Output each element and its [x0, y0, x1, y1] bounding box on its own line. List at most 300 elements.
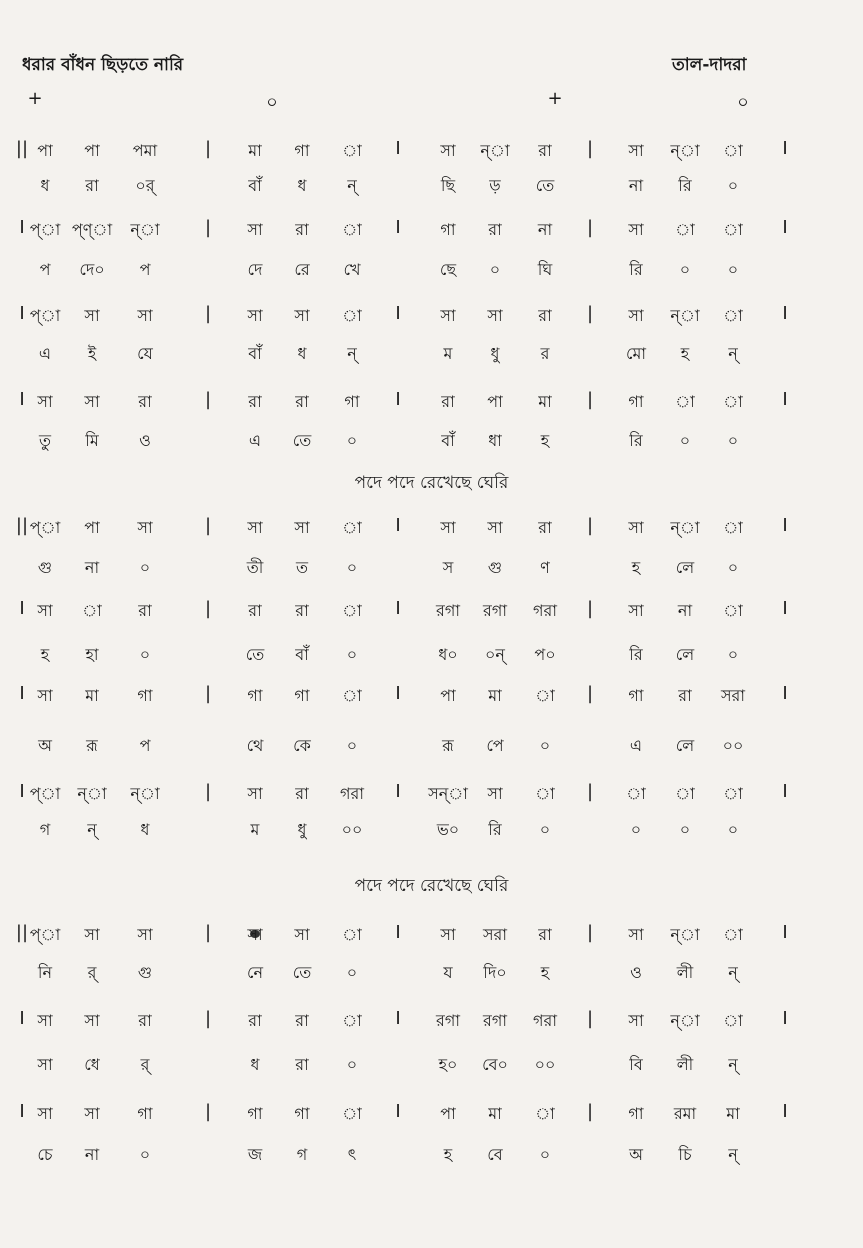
lyric-syllable: রি — [629, 645, 643, 664]
note-cell: পা — [440, 1104, 456, 1123]
note-cell: া — [626, 784, 646, 803]
lyric-syllable: থে — [246, 736, 264, 755]
bar-line: I — [395, 922, 401, 943]
lyric-syllable: লী — [676, 1055, 694, 1074]
lyric-syllable: য — [443, 963, 453, 982]
lyric-syllable: ধু — [490, 344, 500, 363]
lyric-syllable: লে — [675, 558, 695, 577]
note-cell: মা — [538, 392, 552, 411]
lyric-row — [0, 555, 863, 585]
lyric-syllable: র্ — [87, 963, 97, 982]
beat-mark: ০ — [266, 92, 278, 113]
lyric-syllable: ধু — [297, 820, 307, 839]
beat-mark: ০ — [737, 92, 749, 113]
lyric-syllable: পে — [486, 736, 504, 755]
notation-row — [0, 217, 863, 247]
lyric-syllable: হ — [40, 645, 50, 664]
lyric-syllable: হ — [540, 431, 550, 450]
lyric-syllable: প — [139, 736, 151, 755]
note-cell: গা — [294, 141, 310, 160]
lyric-syllable: কে — [293, 736, 311, 755]
bar-line: I — [782, 598, 788, 619]
lyric-syllable: ধ০ — [438, 645, 458, 664]
note-cell: পমা — [132, 141, 158, 160]
lyric-syllable: ০ — [679, 260, 691, 279]
note-cell: রা — [138, 601, 152, 620]
lyric-syllable: দে — [247, 260, 263, 279]
bar-line: I — [395, 303, 401, 324]
lyric-syllable: ০ — [679, 431, 691, 450]
note-cell: রা — [138, 1011, 152, 1030]
lyric-syllable: ধ — [40, 176, 50, 195]
lyric-syllable: ০ — [679, 820, 691, 839]
lyric-syllable: ধা — [488, 431, 502, 450]
bar-line: | — [586, 217, 594, 238]
note-cell: প্া — [29, 306, 61, 325]
note-cell: া — [723, 306, 743, 325]
lyric-syllable: ০ — [139, 645, 151, 664]
lyric-syllable: ০০ — [341, 820, 363, 839]
lyric-row — [0, 173, 863, 203]
lyric-syllable: চে — [37, 1145, 53, 1164]
note-cell: প্া — [29, 925, 61, 944]
lyric-syllable: ত — [295, 558, 309, 577]
note-cell: সা — [487, 306, 503, 325]
lyric-syllable: ০ — [727, 260, 739, 279]
lyric-syllable: ০ — [727, 645, 739, 664]
note-cell: গা — [294, 686, 310, 705]
note-cell: া — [342, 518, 362, 537]
note-cell: া — [675, 784, 695, 803]
bar-line: I — [19, 303, 25, 324]
lyric-syllable: তে — [535, 176, 555, 195]
note-cell: া — [675, 392, 695, 411]
lyric-syllable: ০ — [727, 820, 739, 839]
note-cell: গা — [137, 1104, 153, 1123]
notation-row — [0, 1101, 863, 1131]
lyric-syllable: ড় — [489, 176, 501, 195]
lyric-syllable: ০র্ — [135, 176, 155, 195]
note-cell: সা — [440, 306, 456, 325]
lyric-syllable: সা — [37, 1055, 53, 1074]
note-cell: সা — [84, 306, 100, 325]
lyric-syllable: ছে — [439, 260, 457, 279]
bar-line: I — [395, 217, 401, 238]
bar-line: I — [782, 781, 788, 802]
note-cell: ন্া — [670, 925, 700, 944]
lyric-syllable: প — [39, 260, 51, 279]
note-cell: গা — [137, 686, 153, 705]
note-cell: া — [342, 220, 362, 239]
note-cell: সা — [247, 784, 263, 803]
lyric-syllable: না — [628, 176, 644, 195]
bar-line: I — [19, 781, 25, 802]
lyric-syllable: মি — [85, 431, 99, 450]
note-cell: সা — [247, 220, 263, 239]
lyric-syllable: রূ — [86, 736, 98, 755]
note-cell: গা — [440, 220, 456, 239]
note-cell: রা — [441, 392, 455, 411]
note-cell: া — [535, 1104, 555, 1123]
lyric-syllable: ধ — [140, 820, 150, 839]
bar-line: I — [19, 1101, 25, 1122]
lyric-syllable: দে০ — [79, 260, 105, 279]
lyric-syllable: ণ — [540, 558, 550, 577]
lyric-row — [0, 1052, 863, 1082]
lyric-syllable: গ — [39, 820, 51, 839]
note-cell: সা — [628, 1011, 644, 1030]
lyric-syllable: লী — [676, 963, 694, 982]
lyric-syllable: ন্ — [347, 344, 357, 363]
lyric-syllable: স — [442, 558, 454, 577]
bar-line: | — [586, 683, 594, 704]
lyric-syllable: রূ — [442, 736, 454, 755]
note-cell: সা — [487, 784, 503, 803]
note-cell: া — [723, 925, 743, 944]
note-cell: পা — [487, 392, 503, 411]
note-cell: সা — [37, 1011, 53, 1030]
bar-line: | — [204, 515, 212, 536]
note-cell: া — [723, 784, 743, 803]
note-cell: সা — [628, 141, 644, 160]
taal-label: তাল-দাদরা — [672, 55, 747, 75]
bar-line: | — [586, 1101, 594, 1122]
bar-line: | — [586, 781, 594, 802]
lyric-syllable: ০ — [346, 1055, 358, 1074]
note-cell: গা — [247, 686, 263, 705]
bar-line: I — [395, 598, 401, 619]
note-cell: সা — [137, 518, 153, 537]
lyric-syllable: র্ — [140, 1055, 150, 1074]
note-cell: সা — [84, 392, 100, 411]
lyric-syllable: ০ — [630, 820, 642, 839]
note-cell: সা — [294, 925, 310, 944]
note-cell: রা — [138, 392, 152, 411]
bar-line: | — [204, 1101, 212, 1122]
note-cell: া — [675, 220, 695, 239]
note-cell: সা — [37, 1104, 53, 1123]
lyric-row — [0, 341, 863, 371]
bar-line: I — [19, 1008, 25, 1029]
lyric-syllable: বে — [487, 1145, 503, 1164]
bar-line: | — [204, 389, 212, 410]
note-cell: রমা — [673, 1104, 697, 1123]
note-cell: পা — [37, 141, 53, 160]
bar-line: | — [586, 515, 594, 536]
note-cell: সা — [84, 1011, 100, 1030]
notation-row — [0, 303, 863, 333]
note-cell: সা — [37, 686, 53, 705]
note-cell: ন্া — [480, 141, 510, 160]
beat-mark: + — [547, 88, 563, 109]
note-cell: া — [535, 784, 555, 803]
note-cell: া — [342, 925, 362, 944]
lyric-syllable: ছি — [440, 176, 456, 195]
note-cell: া — [342, 686, 362, 705]
note-cell: ন্া — [670, 141, 700, 160]
bar-line: | — [586, 303, 594, 324]
note-cell: রা — [295, 601, 309, 620]
note-cell: রগা — [436, 601, 460, 620]
bar-line: | — [586, 138, 594, 159]
note-cell: সা — [440, 518, 456, 537]
note-cell: গা — [628, 1104, 644, 1123]
note-cell: মা — [488, 1104, 502, 1123]
note-cell: সা — [294, 306, 310, 325]
lyric-syllable: মো — [625, 344, 647, 363]
lyric-syllable: ০ — [346, 963, 358, 982]
lyric-syllable: এ — [629, 736, 643, 755]
lyric-syllable: এ — [38, 344, 52, 363]
lyric-syllable: ন্ — [728, 344, 738, 363]
lyric-syllable: ০০ — [722, 736, 744, 755]
lyric-row — [0, 817, 863, 847]
lyric-syllable: ০ন্ — [485, 645, 505, 664]
note-cell: া — [535, 686, 555, 705]
bar-line: I — [19, 683, 25, 704]
note-cell: া — [342, 1104, 362, 1123]
lyric-syllable: ন্ — [728, 1145, 738, 1164]
lyric-syllable: প — [139, 260, 151, 279]
note-cell: ন্া — [670, 518, 700, 537]
lyric-syllable: রি — [488, 820, 502, 839]
notation-row — [0, 515, 863, 545]
lyric-syllable: গু — [487, 558, 503, 577]
note-cell: রা — [295, 784, 309, 803]
note-cell: রা — [678, 686, 692, 705]
lyric-syllable: বাঁ — [295, 645, 309, 664]
lyric-syllable: তু — [38, 431, 52, 450]
lyric-syllable: চি — [678, 1145, 692, 1164]
note-cell: রা — [295, 1011, 309, 1030]
lyric-syllable: ও — [139, 431, 151, 450]
note-cell: সরা — [720, 686, 746, 705]
lyric-syllable: ০ — [139, 1145, 151, 1164]
bar-line: | — [204, 303, 212, 324]
lyric-syllable: ন্ — [347, 176, 357, 195]
note-cell: রগা — [436, 1011, 460, 1030]
lyric-syllable: ধ — [297, 344, 307, 363]
bar-line: | — [586, 598, 594, 619]
bar-line: I — [395, 683, 401, 704]
note-cell: সা — [37, 392, 53, 411]
lyric-syllable: রা — [85, 176, 99, 195]
lyric-syllable: ০ — [489, 260, 501, 279]
bar-line: | — [204, 138, 212, 159]
bar-line: I — [395, 515, 401, 536]
lyric-syllable: ম — [250, 820, 260, 839]
note-cell: রা — [295, 392, 309, 411]
bar-line: | — [586, 1008, 594, 1029]
notation-row — [0, 1008, 863, 1038]
bar-line: I — [395, 1008, 401, 1029]
lyric-syllable: ন্ — [87, 820, 97, 839]
note-cell: রা — [248, 1011, 262, 1030]
lyric-syllable: ই — [87, 344, 97, 363]
note-cell: ন্া — [130, 220, 160, 239]
lyric-syllable: লে — [675, 736, 695, 755]
lyric-syllable: ন্ — [728, 963, 738, 982]
note-cell: রা — [248, 392, 262, 411]
note-cell: সা — [628, 220, 644, 239]
note-cell: া — [342, 306, 362, 325]
lyric-syllable: রা — [295, 1055, 309, 1074]
note-cell: প্ণ্া — [71, 220, 113, 239]
notation-row — [0, 138, 863, 168]
lyric-syllable: গু — [137, 963, 153, 982]
note-cell: া — [723, 518, 743, 537]
note-cell: সা — [137, 925, 153, 944]
note-cell: সা — [84, 1104, 100, 1123]
bar-line: I — [19, 598, 25, 619]
bar-line: I — [782, 389, 788, 410]
bar-line: I — [395, 138, 401, 159]
lyric-syllable: এ — [248, 431, 262, 450]
lyric-row — [0, 733, 863, 763]
note-cell: া — [342, 1011, 362, 1030]
bar-line: I — [395, 1101, 401, 1122]
note-cell: সা — [487, 518, 503, 537]
bar-line: I — [395, 389, 401, 410]
lyric-syllable: ০ — [346, 645, 358, 664]
lyric-syllable: ধে — [84, 1055, 100, 1074]
lyric-syllable: গু — [37, 558, 53, 577]
note-cell: সা — [440, 141, 456, 160]
note-cell: া — [723, 220, 743, 239]
note-cell: মা — [726, 1104, 740, 1123]
lyric-syllable: ন্ — [728, 1055, 738, 1074]
lyric-syllable: ০ — [727, 176, 739, 195]
bar-line: | — [204, 217, 212, 238]
lyric-syllable: দি০ — [483, 963, 507, 982]
note-cell: গা — [628, 686, 644, 705]
bar-line: I — [782, 217, 788, 238]
lyric-syllable: ধ — [250, 1055, 260, 1074]
note-cell: না — [537, 220, 553, 239]
note-cell: মা — [85, 686, 99, 705]
lyric-syllable: হ — [540, 963, 550, 982]
note-cell: সা — [247, 518, 263, 537]
lyric-syllable: ০ — [346, 431, 358, 450]
bar-line: I — [782, 515, 788, 536]
lyric-syllable: যে — [137, 344, 153, 363]
note-cell: না — [677, 601, 693, 620]
lyric-syllable: তে — [292, 431, 312, 450]
bar-line: I — [782, 138, 788, 159]
lyric-syllable: ঘি — [537, 260, 553, 279]
note-cell: ন্া — [670, 1011, 700, 1030]
note-cell: গা — [294, 1104, 310, 1123]
lyric-row — [0, 257, 863, 287]
lyric-syllable: তে — [292, 963, 312, 982]
note-cell: সা — [294, 518, 310, 537]
lyric-syllable: হ — [631, 558, 641, 577]
bar-line: || — [15, 922, 29, 943]
note-cell: রা — [538, 141, 552, 160]
bar-line: I — [19, 217, 25, 238]
note-cell: রা — [538, 925, 552, 944]
lyric-syllable: ধ — [297, 176, 307, 195]
note-cell: রা — [488, 220, 502, 239]
lyric-syllable: প০ — [534, 645, 556, 664]
refrain-line: পদে পদে রেখেছে ঘেরি — [354, 876, 509, 896]
bar-line: I — [782, 1008, 788, 1029]
lyric-syllable: নি — [37, 963, 53, 982]
note-cell: সা — [247, 925, 263, 944]
note-cell: গা — [628, 392, 644, 411]
beat-mark: + — [27, 88, 43, 109]
lyric-syllable: ০ — [346, 558, 358, 577]
notation-row — [0, 922, 863, 952]
lyric-row — [0, 428, 863, 458]
note-cell: রা — [295, 220, 309, 239]
note-cell: পা — [440, 686, 456, 705]
lyric-syllable: লে — [675, 645, 695, 664]
note-cell: া — [723, 392, 743, 411]
note-cell: ন্া — [77, 784, 107, 803]
lyric-syllable: অ — [38, 736, 52, 755]
lyric-syllable: রি — [629, 431, 643, 450]
lyric-syllable: নে — [246, 963, 264, 982]
bar-line: | — [586, 922, 594, 943]
lyric-syllable: বাঁ — [248, 344, 262, 363]
lyric-row — [0, 642, 863, 672]
notation-row — [0, 598, 863, 628]
note-cell: প্া — [29, 220, 61, 239]
lyric-syllable: রি — [629, 260, 643, 279]
note-cell: ন্া — [130, 784, 160, 803]
bar-line: I — [782, 922, 788, 943]
note-cell: গরা — [533, 1011, 557, 1030]
note-cell: মা — [248, 141, 262, 160]
note-cell: া — [723, 601, 743, 620]
bar-line: | — [204, 922, 212, 943]
note-cell: রা — [248, 601, 262, 620]
note-cell: া — [342, 141, 362, 160]
lyric-syllable: ০ — [727, 558, 739, 577]
lyric-syllable: হ০ — [438, 1055, 458, 1074]
lyric-syllable: হ — [443, 1145, 453, 1164]
bar-line: | — [204, 598, 212, 619]
note-cell: সা — [628, 925, 644, 944]
note-cell: সা — [84, 925, 100, 944]
song-title: ধরার বাঁধন ছিড়তে নারি — [22, 55, 184, 75]
lyric-syllable: ০ — [539, 820, 551, 839]
note-cell: প্া — [29, 518, 61, 537]
lyric-syllable: ০ — [139, 558, 151, 577]
lyric-syllable: ০ — [727, 431, 739, 450]
note-cell: রগা — [483, 601, 507, 620]
lyric-syllable: ০০ — [534, 1055, 556, 1074]
lyric-syllable: ০ — [346, 736, 358, 755]
lyric-syllable: র — [540, 344, 550, 363]
note-cell: রগা — [483, 1011, 507, 1030]
lyric-syllable: না — [84, 1145, 100, 1164]
bar-line: || — [15, 515, 29, 536]
lyric-syllable: খে — [343, 260, 361, 279]
bar-line: | — [204, 683, 212, 704]
note-cell: গা — [247, 1104, 263, 1123]
lyric-syllable: না — [84, 558, 100, 577]
note-cell: সা — [137, 306, 153, 325]
note-cell: পা — [84, 518, 100, 537]
note-cell: সা — [628, 306, 644, 325]
lyric-syllable: বি — [629, 1055, 643, 1074]
note-cell: সরা — [482, 925, 508, 944]
lyric-syllable: রে — [294, 260, 310, 279]
notation-row — [0, 683, 863, 713]
note-cell: গরা — [533, 601, 557, 620]
